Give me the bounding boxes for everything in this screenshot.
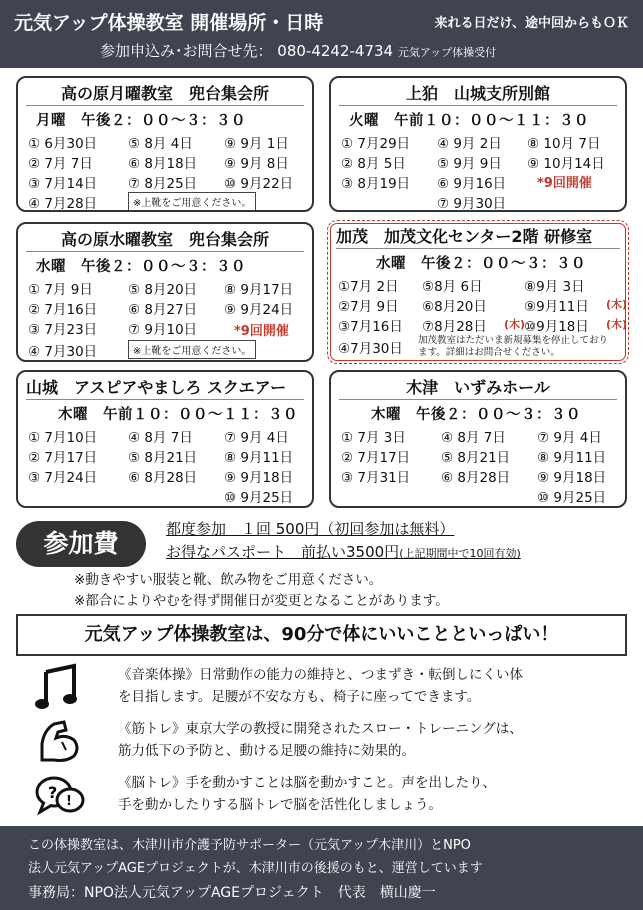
clothing-note: ※動きやすい服装と靴、飲み物をご用意ください。 [74, 572, 383, 588]
date-item: ② 8月 5日 [341, 156, 406, 172]
date-item: ⑤8月 6日 [422, 279, 483, 295]
date-item: ⑦ 9月 4日 [224, 430, 289, 446]
date-item: ④ 7月30日 [28, 344, 98, 360]
date-item: ② 7月 7日 [28, 156, 93, 172]
date-item: ⑤ 8月 4日 [128, 136, 193, 152]
header-banner [0, 0, 643, 68]
class-time: 木曜 午前１０：００～１１：３０ [58, 407, 298, 423]
feature-line: 《音楽体操》日常動作の能力の維持と、つまずき・転倒しにくい体 [118, 667, 523, 683]
thursday-mark: (木) [606, 318, 628, 331]
fee-per-session: 都度参加 １回 500円（初回参加は無料） [166, 520, 455, 538]
schedule-change-note: ※都合によりやむを得ず開催日が変更となることがあります。 [74, 593, 449, 609]
date-item: ⑦8月28日 [422, 319, 487, 335]
thursday-mark: (木) [606, 298, 628, 311]
date-item: ⑥ 8月18日 [128, 156, 198, 172]
date-item: ⑨9月11日 [524, 299, 589, 315]
date-item: ⑩ 9月25日 [537, 490, 607, 506]
date-item: ③ 7月23日 [28, 322, 98, 338]
class-time: 水曜 午後２：００～３：３０ [376, 256, 586, 272]
session-count-note: *9回開催 [234, 324, 289, 339]
feature-line: 筋力低下の予防と、動ける足腰の維持に効果的。 [118, 743, 415, 759]
class-title: 加茂 加茂文化センター2階 研修室 [336, 224, 620, 249]
feature-line: 《筋トレ》東京大学の教授に開発されたスロー・トレーニングは、 [118, 721, 523, 737]
class-box-yamashiro [16, 370, 314, 508]
muscle-arm-icon [34, 716, 86, 768]
date-item: ⑤ 8月21日 [441, 450, 511, 466]
footer-office: 事務局：NPO法人元気アップAGEプロジェクト 代表 横山慶一 [28, 885, 436, 901]
date-item: ④ 8月 7日 [128, 430, 193, 446]
session-count-note: *9回開催 [537, 176, 592, 191]
fee-passport-text: お得なパスポート 前払い3500円 [166, 543, 400, 561]
class-box-kamo [327, 220, 629, 364]
feature-line: 手を動かしたりする脳トレで脳を活性化しましょう。 [118, 797, 442, 813]
date-item: ① 6月30日 [28, 136, 98, 152]
date-item: ⑨ 10月14日 [527, 156, 605, 172]
date-item: ① 7月 9日 [28, 282, 93, 298]
fee-passport-validity: (上記期間中で10回有効) [399, 547, 521, 560]
class-title: 高の原水曜教室 兜台集会所 [26, 227, 304, 252]
fee-badge: 参加費 [16, 521, 146, 567]
date-item: ⑩9月18日 [524, 319, 589, 335]
date-item: ⑦ 9月 4日 [537, 430, 602, 446]
date-item: ⑧ 10月 7日 [527, 136, 601, 152]
class-box-takanohara-monday [16, 76, 314, 212]
fee-passport [166, 541, 521, 562]
date-item: ⑧ 9月11日 [537, 450, 607, 466]
date-item: ②7月 9日 [338, 299, 399, 315]
class-time: 木曜 午後２：００～３：３０ [371, 407, 581, 423]
date-item: ⑦ 9月10日 [128, 322, 198, 338]
header-note: 来れる日だけ、途中回からもＯＫ [434, 16, 629, 31]
class-time: 水曜 午後２：００～３：３０ [36, 259, 246, 275]
class-title: 上狛 山城支所別館 [339, 81, 617, 106]
feature-music [118, 664, 523, 708]
feature-line: を目指します。足腰が不安な方も、椅子に座ってできます。 [118, 689, 481, 705]
class-time: 火曜 午前１０：００～１１：３０ [349, 113, 589, 129]
date-item: ④ 7月28日 [28, 196, 98, 212]
date-item: ① 7月 3日 [341, 430, 406, 446]
footer-line: この体操教室は、木津川市介護予防サポーター（元気アップ木津川）とNPO [28, 838, 471, 853]
date-item: ⑧ 9月11日 [224, 450, 294, 466]
date-item: ⑧ 9月17日 [224, 282, 294, 298]
thursday-mark: (木) [504, 318, 526, 331]
date-item: ⑨ 9月 8日 [224, 156, 289, 172]
date-item: ① 7月29日 [341, 136, 411, 152]
footer-line: 法人元気アップAGEプロジェクトが、木津川市の後援のもと、運営しています [28, 861, 483, 876]
phone-number: 080-4242-4734 [277, 42, 394, 60]
date-item: ⑨ 9月18日 [537, 470, 607, 486]
date-item: ⑥ 9月16日 [437, 176, 507, 192]
date-item: ④ 8月 7日 [441, 430, 506, 446]
date-item: ⑤ 8月21日 [128, 450, 198, 466]
class-box-kamikoma [329, 76, 627, 212]
date-item: ② 7月17日 [28, 450, 98, 466]
class-title: 山城 アスピアやましろ スクエアー [26, 375, 304, 400]
class-title: 高の原月曜教室 兜台集会所 [26, 81, 304, 106]
date-item: ⑦ 9月30日 [437, 196, 507, 212]
date-item: ⑨ 9月24日 [224, 302, 294, 318]
feature-line: 《脳トレ》手を動かすことは脳を動かすこと。声を出したり、 [118, 775, 496, 791]
class-title: 木津 いずみホール [339, 375, 617, 400]
date-item: ③ 7月31日 [341, 470, 411, 486]
date-item: ② 7月17日 [341, 450, 411, 466]
date-item: ⑩ 9月25日 [224, 490, 294, 506]
date-item: ⑦ 8月25日 [128, 176, 198, 192]
contact-line [100, 40, 496, 61]
footer-banner [0, 826, 643, 910]
shoes-note: ※上靴をご用意ください。 [128, 192, 256, 211]
contact-label: 参加申込み･お問合せ先： [100, 42, 273, 60]
class-time: 月曜 午後２：００～３：３０ [36, 113, 246, 129]
date-item: ① 7月10日 [28, 430, 98, 446]
page-title: 元気アップ体操教室 開催場所・日時 [14, 12, 324, 34]
svg-text:!: ! [66, 794, 72, 809]
date-item: ③ 8月19日 [341, 176, 411, 192]
date-item: ③ 7月24日 [28, 470, 98, 486]
date-item: ⑨ 9月18日 [224, 470, 294, 486]
contact-suffix: 元気アップ体操受付 [397, 46, 497, 59]
date-item: ③ 7月14日 [28, 176, 98, 192]
date-item: ⑨ 9月 1日 [224, 136, 289, 152]
speech-bubbles-icon [34, 770, 86, 822]
feature-brain [118, 772, 496, 816]
date-item: ①7月 2日 [338, 279, 399, 295]
shoes-note: ※上靴をご用意ください。 [128, 340, 256, 359]
date-item: ⑥8月20日 [422, 299, 487, 315]
date-item: ④7月30日 [338, 341, 403, 357]
slogan-banner: 元気アップ体操教室は、90分で体にいいことといっぱい！ [16, 614, 627, 656]
svg-text:?: ? [48, 783, 58, 802]
feature-strength [118, 718, 523, 762]
recruitment-stopped-note: 加茂教室はただいま新規募集を停止しております。詳細はお問合せください。 [418, 335, 609, 358]
date-item: ② 7月16日 [28, 302, 98, 318]
date-item: ③7月16日 [338, 319, 403, 335]
date-item: ⑩ 9月22日 [224, 176, 294, 192]
date-item: ⑧9月 3日 [524, 279, 585, 295]
class-box-kizu [329, 370, 627, 508]
date-item: ⑥ 8月27日 [128, 302, 198, 318]
music-note-icon [34, 662, 86, 714]
date-item: ⑤ 9月 9日 [437, 156, 502, 172]
date-item: ④ 9月 2日 [437, 136, 502, 152]
date-item: ⑥ 8月28日 [441, 470, 511, 486]
class-box-takanohara-wednesday [16, 222, 314, 362]
date-item: ⑤ 8月20日 [128, 282, 198, 298]
date-item: ⑥ 8月28日 [128, 470, 198, 486]
